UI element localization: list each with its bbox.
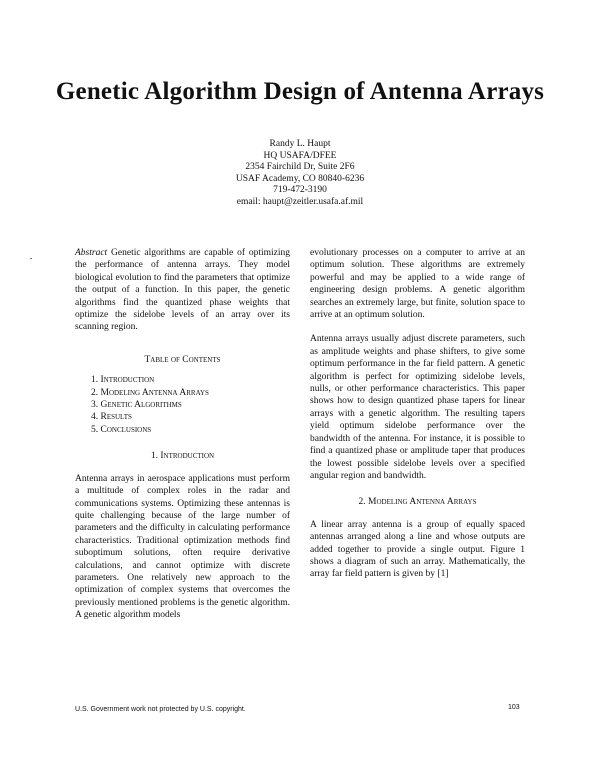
section-heading-modeling: 2. Modeling Antenna Arrays (358, 497, 477, 508)
intro-paragraph-1: Antenna arrays in aerospace applications must perform a multitude of complex roles in the radar and communications systems. Optimizing these antennas is quite challenging because of the large number of parameters and the difficulty in calculating performance characteristics. Traditional optimization methods find suboptimum solutions, often require derivative calculations, and cannot optimize with discrete parameters. One relatively new approach to the optimization of complex systems that overcomes the previously mentioned problems is the genetic algorithm. A genetic algorithm models (75, 473, 290, 621)
abstract-text: Genetic algorithms are capable of optimizing the performance of antenna arrays. They model biological evolution to find the parameters that optimize the output of a function. In this paper, the genetic algorithms find the quantized phase weights that optimize the sidelobe levels of an array over its scanning region. (75, 248, 290, 333)
copyright-notice: U.S. Government work not protected by U.S. copyright. (75, 706, 246, 713)
abstract (75, 247, 290, 334)
page-number: 103 (508, 704, 520, 711)
toc-item: 3. Genetic Algorithms (91, 400, 182, 411)
toc-item: 5. Conclusions (91, 424, 152, 435)
author-street: 2354 Fairchild Dr, Suite 2F6 (245, 162, 355, 172)
left-column (75, 247, 290, 622)
toc-heading: Table of Contents (144, 354, 221, 365)
author-org: HQ USAFA/DFEE (263, 150, 337, 161)
table-of-contents (91, 374, 290, 436)
toc-item: 2. Modeling Antenna Arrays (91, 387, 209, 398)
author-name: Randy L. Haupt (269, 139, 331, 149)
abstract-label: Abstract (75, 248, 108, 258)
author-email: email: haupt@zeitler.usafa.af.mil (236, 196, 364, 207)
toc-item: 4. Results (91, 412, 132, 423)
paper-title: Genetic Algorithm Design of Antenna Arrays (55, 78, 545, 105)
intro-paragraph-1-continued: evolutionary processes on a computer to arrive at an optimum solution. These algorithms are extremely powerful and may be applied to a wide range of engineering design problems. A genetic algorithm searches an extremely large, but finite, solution space to arrive at an optimum solution. (310, 248, 525, 321)
intro-paragraph-2: Antenna arrays usually adjust discrete parameters, such as amplitude weights and phase shifters, to give some optimum performance in the far field pattern. A genetic algorithm is perfect for optimizing sidelobe levels, nulls, or other performance characteristics. This paper shows how to design quantized phase tapers for linear arrays with a genetic algorithm. The resulting tapers yield optimum sidelobe performance over the bandwidth of the antenna. For instance, it is possible to find a quantized phase or amplitude taper that produces the lowest possible sidelobe levels over a specified angular region and bandwidth. (310, 334, 525, 481)
right-column (310, 247, 525, 581)
author-city: USAF Academy, CO 80840-6236 (235, 173, 365, 184)
author-block (0, 139, 600, 208)
modeling-paragraph-1: A linear array antenna is a group of equally spaced antennas arranged along a line and whose outputs are added together to provide a single output. Figure 1 shows a diagram of such an array. Mathematically, the array far field pattern is given by [1] (310, 519, 525, 580)
toc-item: 1. Introduction (91, 375, 155, 386)
author-phone: 719-472-3190 (273, 185, 327, 195)
section-heading-introduction: 1. Introduction (150, 451, 215, 462)
margin-mark (30, 258, 32, 259)
